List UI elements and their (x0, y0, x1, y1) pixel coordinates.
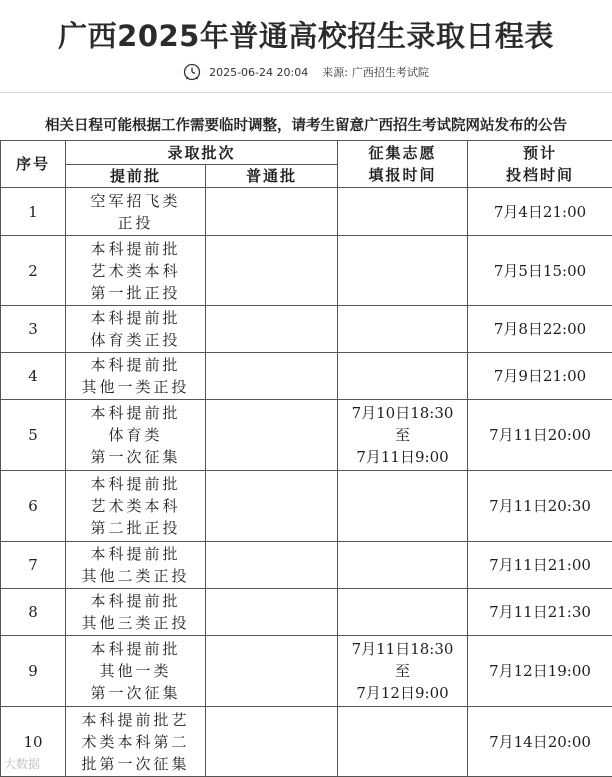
cell-early (66, 471, 206, 542)
cell-planned: 7月8日22:00 (468, 306, 612, 353)
table-row (1, 236, 612, 306)
cell-early-line: 空军招飞类 (66, 190, 205, 212)
cell-early (66, 400, 206, 471)
cell-planned: 7月11日20:30 (468, 471, 612, 542)
cell-early-line: 本科提前批 (66, 307, 205, 329)
cell-early-line: 艺术类本科 (66, 495, 205, 517)
cell-early (66, 188, 206, 236)
cell-planned: 7月5日15:00 (468, 236, 612, 306)
cell-early-line: 第一批正投 (66, 282, 205, 304)
table-row (1, 188, 612, 236)
cell-early-line: 本科提前批 (66, 402, 205, 424)
cell-early (66, 636, 206, 707)
publish-datetime: 2025-06-24 20:04 (209, 66, 308, 79)
cell-early-line: 本科提前批艺 (66, 709, 205, 731)
cell-early-line: 其他一类 (66, 660, 205, 682)
cell-seq: 3 (1, 306, 66, 353)
page-title: 广西2025年普通高校招生录取日程表 (0, 14, 612, 55)
source-label: 来源: (322, 64, 348, 80)
cell-early-line: 第一次征集 (66, 682, 205, 704)
header-solicit-line1: 征集志愿 (338, 142, 467, 164)
cell-early-line: 本科提前批 (66, 638, 205, 660)
header-planned-time (468, 141, 612, 188)
table-row (1, 353, 612, 400)
cell-planned: 7月9日21:00 (468, 353, 612, 400)
header-solicit-line2: 填报时间 (338, 164, 467, 186)
cell-seq: 4 (1, 353, 66, 400)
cell-solicit (338, 542, 468, 589)
cell-early-line: 其他一类正投 (66, 376, 205, 398)
notice-text: 相关日程可能根据工作需要临时调整，请考生留意广西招生考试院网站发布的公告 (0, 114, 612, 135)
table-row (1, 400, 612, 471)
cell-solicit (338, 353, 468, 400)
cell-regular (206, 589, 338, 636)
cell-early-line: 体育类 (66, 424, 205, 446)
cell-early (66, 306, 206, 353)
table-row (1, 707, 612, 777)
cell-seq: 10 (1, 707, 66, 777)
cell-planned: 7月4日21:00 (468, 188, 612, 236)
table-row (1, 542, 612, 589)
cell-early (66, 542, 206, 589)
cell-solicit (338, 471, 468, 542)
cell-regular (206, 306, 338, 353)
header-planned-line1: 预计 (468, 142, 612, 164)
cell-regular (206, 400, 338, 471)
cell-solicit (338, 306, 468, 353)
watermark-logo: 大数据 (4, 755, 40, 772)
cell-early-line: 其他二类正投 (66, 565, 205, 587)
cell-solicit (338, 589, 468, 636)
header-solicit-time (338, 141, 468, 188)
cell-solicit (338, 400, 468, 471)
cell-early-line: 其他三类正投 (66, 612, 205, 634)
cell-early-line: 第一次征集 (66, 446, 205, 468)
cell-early-line: 本科提前批 (66, 473, 205, 495)
cell-early (66, 236, 206, 306)
cell-early-line: 体育类正投 (66, 329, 205, 351)
cell-seq: 9 (1, 636, 66, 707)
cell-solicit-line: 至 (338, 660, 467, 682)
cell-early (66, 589, 206, 636)
cell-planned: 7月12日19:00 (468, 636, 612, 707)
header-regular-batch: 普通批 (206, 165, 338, 188)
table-row (1, 471, 612, 542)
cell-seq: 1 (1, 188, 66, 236)
cell-solicit (338, 707, 468, 777)
divider (0, 92, 612, 93)
cell-planned: 7月11日21:00 (468, 542, 612, 589)
table-row (1, 589, 612, 636)
cell-early-line: 批第一次征集 (66, 753, 205, 775)
cell-early-line: 本科提前批 (66, 543, 205, 565)
cell-regular (206, 236, 338, 306)
cell-regular (206, 471, 338, 542)
cell-solicit-line: 7月11日9:00 (338, 446, 467, 468)
cell-solicit (338, 188, 468, 236)
source-name: 广西招生考试院 (352, 64, 429, 80)
cell-regular (206, 353, 338, 400)
cell-early-line: 本科提前批 (66, 354, 205, 376)
header-planned-line2: 投档时间 (468, 164, 612, 186)
schedule-table (0, 140, 612, 777)
cell-early-line: 正投 (66, 212, 205, 234)
cell-solicit-line: 7月12日9:00 (338, 682, 467, 704)
cell-regular (206, 188, 338, 236)
table-row (1, 306, 612, 353)
cell-solicit-line: 至 (338, 424, 467, 446)
cell-regular (206, 636, 338, 707)
cell-solicit-line: 7月10日18:30 (338, 402, 467, 424)
cell-seq: 8 (1, 589, 66, 636)
cell-early-line: 艺术类本科 (66, 260, 205, 282)
cell-seq: 6 (1, 471, 66, 542)
article-meta (0, 62, 612, 82)
header-seq: 序号 (1, 141, 66, 188)
cell-early-line: 术类本科第二 (66, 731, 205, 753)
cell-early (66, 353, 206, 400)
cell-planned: 7月14日20:00 (468, 707, 612, 777)
cell-solicit (338, 636, 468, 707)
cell-seq: 2 (1, 236, 66, 306)
header-batch: 录取批次 (66, 141, 338, 165)
header-early-batch: 提前批 (66, 165, 206, 188)
cell-regular (206, 542, 338, 589)
cell-regular (206, 707, 338, 777)
cell-early-line: 本科提前批 (66, 238, 205, 260)
cell-planned: 7月11日21:30 (468, 589, 612, 636)
clock-icon (183, 63, 201, 81)
cell-planned: 7月11日20:00 (468, 400, 612, 471)
cell-solicit-line: 7月11日18:30 (338, 638, 467, 660)
cell-early-line: 本科提前批 (66, 590, 205, 612)
table-row (1, 636, 612, 707)
cell-seq: 7 (1, 542, 66, 589)
cell-early (66, 707, 206, 777)
cell-early-line: 第二批正投 (66, 517, 205, 539)
cell-seq: 5 (1, 400, 66, 471)
cell-solicit (338, 236, 468, 306)
